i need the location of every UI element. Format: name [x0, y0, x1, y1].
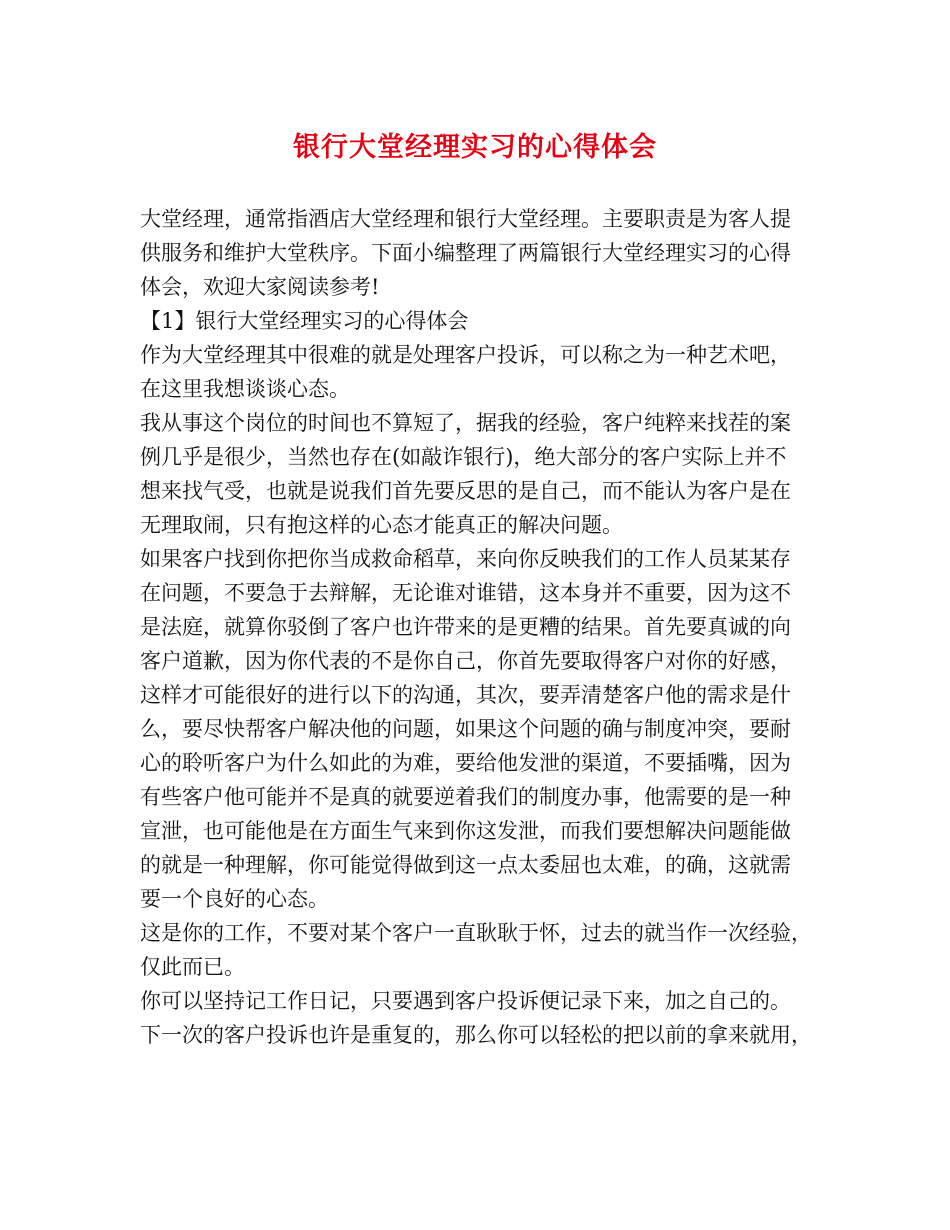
- text-line: 是法庭，就算你驳倒了客户也许带来的是更糟的结果。首先要真诚的向: [140, 615, 791, 639]
- paragraph: [140, 984, 820, 1052]
- text-line: 你可以坚持记工作日记，只要遇到客户投诉便记录下来，加之自己的。: [140, 989, 791, 1013]
- text-line: 下一次的客户投诉也许是重复的，那么你可以轻松的把以前的拿来就用，: [140, 1023, 812, 1047]
- paragraph: [140, 406, 820, 542]
- text-line: 体会，欢迎大家阅读参考!: [140, 275, 380, 299]
- text-line: 作为大堂经理其中很难的就是处理客户投诉，可以称之为一种艺术吧，: [140, 343, 791, 367]
- text-line: 么，要尽快帮客户解决他的问题，如果这个问题的确与制度冲突，要耐: [140, 717, 791, 741]
- text-line: 【1】银行大堂经理实习的心得体会: [140, 309, 469, 333]
- text-line: 例几乎是很少，当然也存在(如敲诈银行)，绝大部分的客户实际上并不: [140, 445, 787, 469]
- text-line: 有些客户他可能并不是真的就要逆着我们的制度办事，他需要的是一种: [140, 785, 791, 809]
- text-line: 客户道歉，因为你代表的不是你自己，你首先要取得客户对你的好感，: [140, 649, 791, 673]
- paragraph-intro: [140, 202, 820, 304]
- paragraph: [140, 338, 820, 406]
- text-line: 的就是一种理解，你可能觉得做到这一点太委屈也太难，的确，这就需: [140, 853, 791, 877]
- text-line: 在问题，不要急于去辩解，无论谁对谁错，这本身并不重要，因为这不: [140, 581, 791, 605]
- text-line: 要一个良好的心态。: [140, 887, 329, 911]
- text-line: 想来找气受，也就是说我们首先要反思的是自己，而不能认为客户是在: [140, 479, 791, 503]
- text-line: 宣泄，也可能他是在方面生气来到你这发泄，而我们要想解决问题能做: [140, 819, 791, 843]
- document-title: 银行大堂经理实习的心得体会: [293, 132, 657, 163]
- paragraph: [140, 916, 820, 984]
- text-line: 我从事这个岗位的时间也不算短了，据我的经验，客户纯粹来找茬的案: [140, 411, 791, 435]
- text-line: 大堂经理，通常指酒店大堂经理和银行大堂经理。主要职责是为客人提: [140, 207, 791, 231]
- document-body: [140, 202, 820, 1052]
- text-line: 无理取闹，只有抱这样的心态才能真正的解决问题。: [140, 513, 623, 537]
- text-line: 仅此而已。: [140, 955, 245, 979]
- text-line: 这样才可能很好的进行以下的沟通，其次，要弄清楚客户他的需求是什: [140, 683, 791, 707]
- text-line: 这是你的工作，不要对某个客户一直耿耿于怀，过去的就当作一次经验，: [140, 921, 812, 945]
- text-line: 心的聆听客户为什么如此的为难，要给他发泄的渠道，不要插嘴，因为: [140, 751, 791, 775]
- text-line: 如果客户找到你把你当成救命稻草，来向你反映我们的工作人员某某存: [140, 547, 791, 571]
- paragraph: [140, 542, 820, 916]
- text-line: 在这里我想谈谈心态。: [140, 377, 350, 401]
- text-line: 供服务和维护大堂秩序。下面小编整理了两篇银行大堂经理实习的心得: [140, 241, 791, 265]
- section-heading: [140, 304, 820, 338]
